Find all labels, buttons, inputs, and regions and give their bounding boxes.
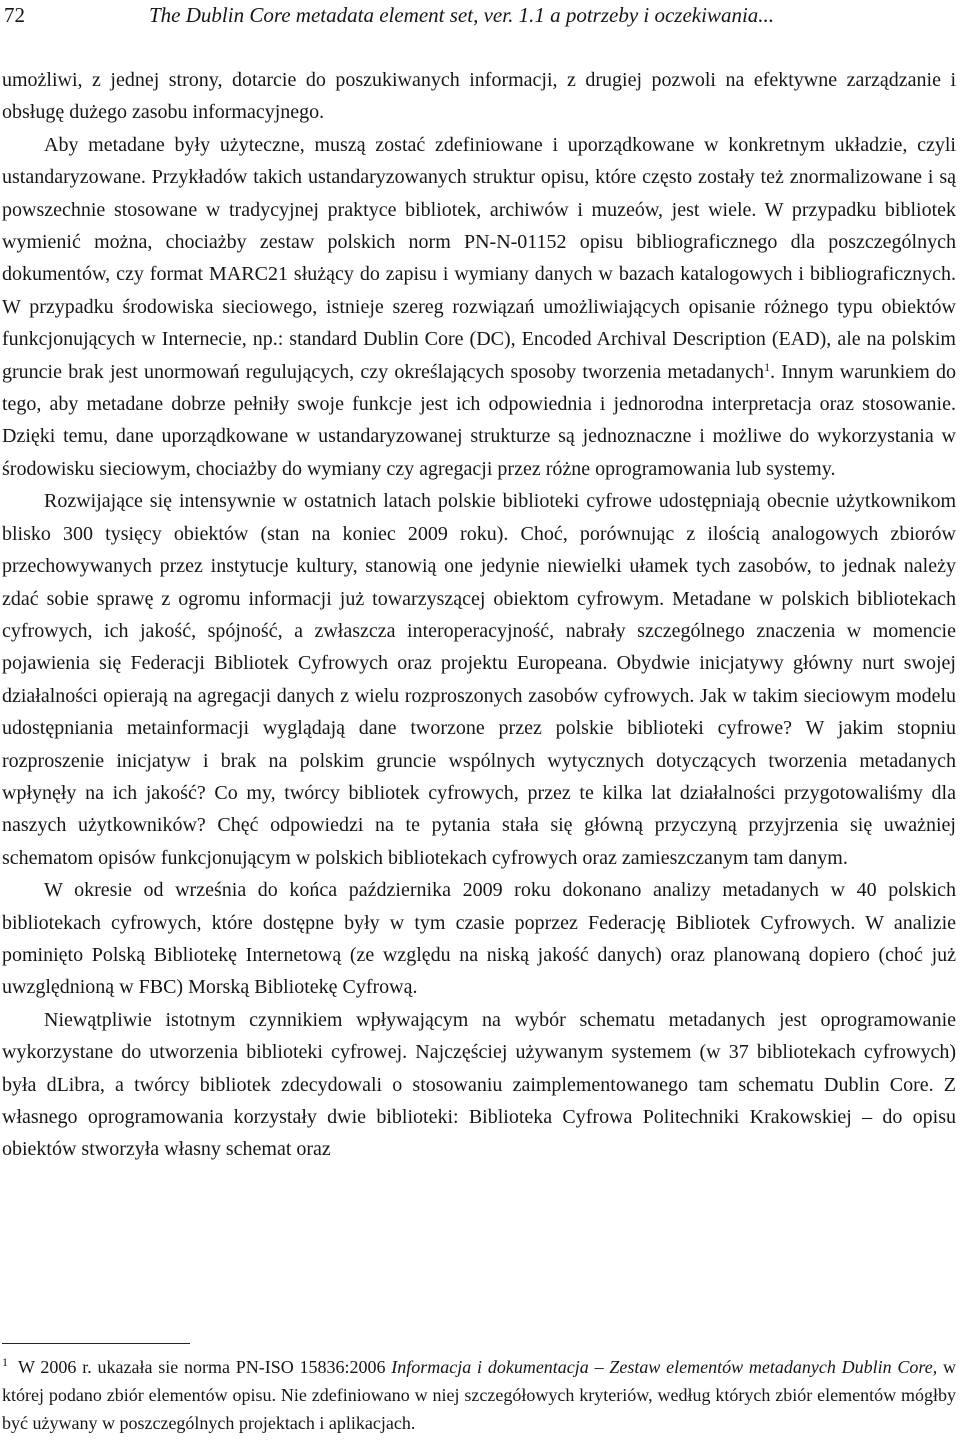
body-text [2, 64, 956, 1166]
paragraph-3: Rozwijające się intensywnie w ostatnich latach polskie biblioteki cyfrowe udostępniają obecnie użytkownikom blisko 300 tysięcy obiektów (stan na koniec 2009 roku). Choć, porównując z ilością analogowych zbiorów przechowywanych przez instytucje kultury, stanowią one jedynie niewielki ułamek tych zasobów, to jednak należy zdać sobie sprawę z ogromu informacji już towarzyszącej obiektom cyfrowym. Metadane w polskich bibliotekach cyfrowych, ich jakość, spójność, a zwłaszcza interoperacyjność, nabrały szczególnego znaczenia w momencie pojawienia się Federacji Bibliotek Cyfrowych oraz projektu Europeana. Obydwie inicjatywy główny nurt swojej działalności opierają na agregacji danych z wielu rozproszonych zasobów cyfrowych. Jak w takim sieciowym modelu udostępniania metainformacji wyglądają dane tworzone przez polskie biblioteki cyfrowe? W jakim stopniu rozproszenie inicjatyw i brak na polskim gruncie wspólnych wytycznych dotyczących tworzenia metadanych wpłynęły na ich jakość? Co my, twórcy bibliotek cyfrowych, przez te kilka lat działalności przygotowaliśmy dla naszych użytkowników? Chęć odpowiedzi na te pytania stała się główną przyczyną przyjrzenia się uważniej schematom opisów funkcjonującym w polskich bibliotekach cyfrowych oraz zamieszczanym tam danym. [2, 490, 956, 869]
footnote [2, 1353, 956, 1437]
running-header [4, 0, 954, 30]
footnote-text-a: W 2006 r. ukazała sie norma PN-ISO 15836:2006 [18, 1357, 392, 1377]
paragraph-4: W okresie od września do końca października 2009 roku dokonano analizy metadanych w 40 polskich bibliotekach cyfrowych, które dostępne były w tym czasie poprzez Federację Bibliotek Cyfrowych. W analizie pominięto Polską Bibliotekę Internetową (ze względu na niską jakość danych) oraz planowaną dopiero (choć już uwzględnioną w FBC) Morską Bibliotekę Cyfrową. [2, 879, 956, 999]
footnote-mark: 1 [2, 1355, 8, 1369]
paragraph-5: Niewątpliwie istotnym czynnikiem wpływającym na wybór schematu metadanych jest oprogramowanie wykorzystane do utworzenia biblioteki cyfrowej. Najczęściej używanym systemem (w 37 bibliotekach cyfrowych) była dLibra, a twórcy bibliotek zdecydowali o stosowaniu zaimplementowanego tam schematu Dublin Core. Z własnego oprogramowania korzystały dwie biblioteki: Biblioteka Cyfrowa Politechniki Krakowskiej – do opisu obiektów stworzyła własny schemat oraz [2, 1008, 956, 1161]
running-title: The Dublin Core metadata element set, ver. 1.1 a potrzeby i oczekiwania... [149, 3, 775, 27]
page-number: 72 [4, 3, 25, 27]
paragraph-2-text-a: Aby metadane były użyteczne, muszą zostać zdefiniowane i uporządkowane w konkretnym układzie, czyli ustandaryzowane. Przykładów takich ustandaryzowanych struktur opisu, które często zostały też znormalizowane i są powszechnie stosowane w tradycyjnej praktyce bibliotek, archiwów i muzeów, jest wiele. W przypadku bibliotek wymienić można, chociażby zestaw polskich norm PN-N-01152 opisu bibliograficznego dla poszczególnych dokumentów, czy format MARC21 służący do zapisu i wymiany danych w bazach katalogowych i bibliograficznych. W przypadku środowiska sieciowego, istnieje szereg rozwiązań umożliwiających opisanie różnego typu obiektów funkcjonujących w Internecie, np.: standard Dublin Core (DC), Encoded Archival Description (EAD), ale na polskim gruncie brak jest unormowań regulujących, czy określających sposoby tworzenia metadanych [2, 133, 956, 383]
footnote-cited-title: Informacja i dokumentacja – Zestaw elementów metadanych Dublin Core [391, 1357, 933, 1377]
paragraph-2 [2, 129, 956, 485]
footnote-text-b: , w której podano zbiór elementów opisu. Nie zdefiniowano w niej szczegółowych kryteriów, według których zbiór elementów mógłby być używany w poszczególnych projektach i aplikacjach. [2, 1357, 957, 1433]
footnote-separator [2, 1343, 190, 1344]
paragraph-2-text-b: . Innym warunkiem do tego, aby metadane dobrze pełniły swoje funkcje jest ich odpowiednia i jednorodna interpretacja oraz stosowanie. Dzięki temu, dane uporządkowane w ustandaryzowanej strukturze są jednoznaczne i możliwe do wykorzystania w środowisku sieciowym, chociażby do wymiany czy agregacji przez różne oprogramowania lub systemy. [2, 360, 956, 480]
footnote-reference[interactable]: 1 [764, 359, 771, 374]
paragraph-1: umożliwi, z jednej strony, dotarcie do poszukiwanych informacji, z drugiej pozwoli na efektywne zarządzanie i obsługę dużego zasobu informacyjnego. [2, 69, 956, 124]
